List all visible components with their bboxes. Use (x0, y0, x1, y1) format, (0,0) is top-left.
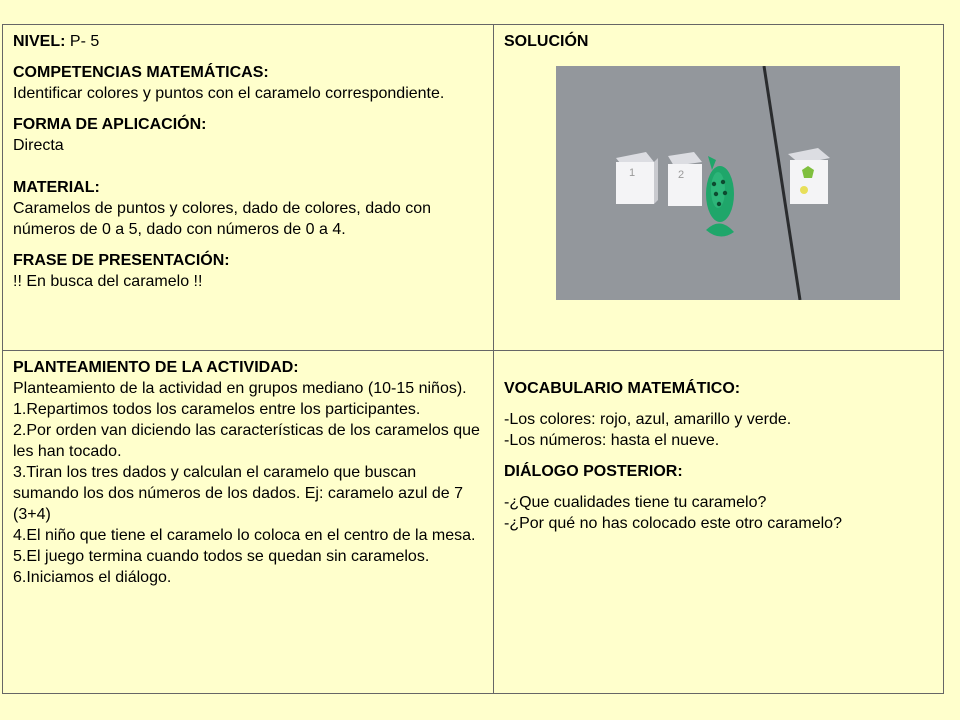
die-2-number: 2 (678, 169, 685, 181)
competencias-label: COMPETENCIAS MATEMÁTICAS: (13, 64, 269, 81)
solution-photo (556, 66, 900, 300)
nivel-value: P- 5 (65, 33, 100, 50)
step-5: 5.El juego termina cuando todos se quedan sin caramelos. (13, 548, 430, 565)
step-2: 2.Por orden van diciendo las características de los caramelos que les han tocado. (13, 422, 480, 460)
candy-dot (712, 182, 716, 186)
step-4: 4.El niño que tiene el caramelo lo coloca en el centro de la mesa. (13, 527, 476, 544)
die-3-face (790, 160, 828, 204)
competencias-text: Identificar colores y puntos con el caramelo correspondiente. (13, 85, 445, 102)
cell-vocabulario (494, 351, 944, 694)
candy-dot (714, 192, 718, 196)
material-label: MATERIAL: (13, 179, 100, 196)
die-1 (616, 152, 658, 204)
nivel-label: NIVEL: (13, 33, 66, 50)
spacer (504, 399, 933, 409)
planteamiento-line: Planteamiento de la actividad en grupos mediano (10-15 niños). (13, 380, 467, 397)
candy-dot (723, 191, 727, 195)
cell-planteamiento (3, 351, 494, 694)
spacer (504, 451, 933, 461)
die-1-number: 1 (629, 167, 636, 179)
vocabulario-line: -Los números: hasta el nueve. (504, 432, 720, 449)
spacer (504, 482, 933, 492)
table-row-top (3, 25, 944, 351)
step-1: 1.Repartimos todos los caramelos entre los participantes. (13, 401, 421, 418)
material-text: Caramelos de puntos y colores, dado de colores, dado con números de 0 a 5, dado con números de 0 a 4. (13, 200, 432, 238)
forma-label: FORMA DE APLICACIÓN: (13, 116, 207, 133)
frase-label: FRASE DE PRESENTACIÓN: (13, 252, 230, 269)
die-1-side (654, 158, 658, 204)
spacer (13, 52, 483, 62)
candy-dot (717, 202, 721, 206)
dialogo-label: DIÁLOGO POSTERIOR: (504, 463, 683, 480)
activity-table (2, 24, 944, 694)
candy-dot (721, 180, 725, 184)
nivel-line (13, 31, 483, 52)
solucion-label: SOLUCIÓN (504, 33, 589, 50)
spacer (13, 104, 483, 114)
dialogo-line: -¿Por qué no has colocado este otro caramelo? (504, 515, 842, 532)
vocabulario-line: -Los colores: rojo, azul, amarillo y verde. (504, 411, 792, 428)
die-3-yellow-dot (800, 186, 808, 194)
cell-info (3, 25, 494, 351)
frase-text: !! En busca del caramelo !! (13, 273, 203, 290)
die-2 (668, 152, 702, 206)
dialogo-line: -¿Que cualidades tiene tu caramelo? (504, 494, 767, 511)
vocabulario-label: VOCABULARIO MATEMÁTICO: (504, 380, 741, 397)
step-3: 3.Tiran los tres dados y calculan el caramelo que buscan sumando los dos números de los dados. Ej: caramelo azul de 7 (3+4) (13, 464, 464, 523)
forma-value: Directa (13, 137, 64, 154)
spacer (13, 240, 483, 250)
spacer (504, 357, 933, 378)
planteamiento-label: PLANTEAMIENTO DE LA ACTIVIDAD: (13, 359, 299, 376)
table-row-bottom (3, 351, 944, 694)
die-2-face (668, 164, 702, 206)
spacer (13, 156, 483, 177)
step-6: 6.Iniciamos el diálogo. (13, 569, 172, 586)
die-3 (788, 148, 830, 204)
cell-solucion (494, 25, 944, 351)
solution-photo-image (556, 66, 900, 300)
